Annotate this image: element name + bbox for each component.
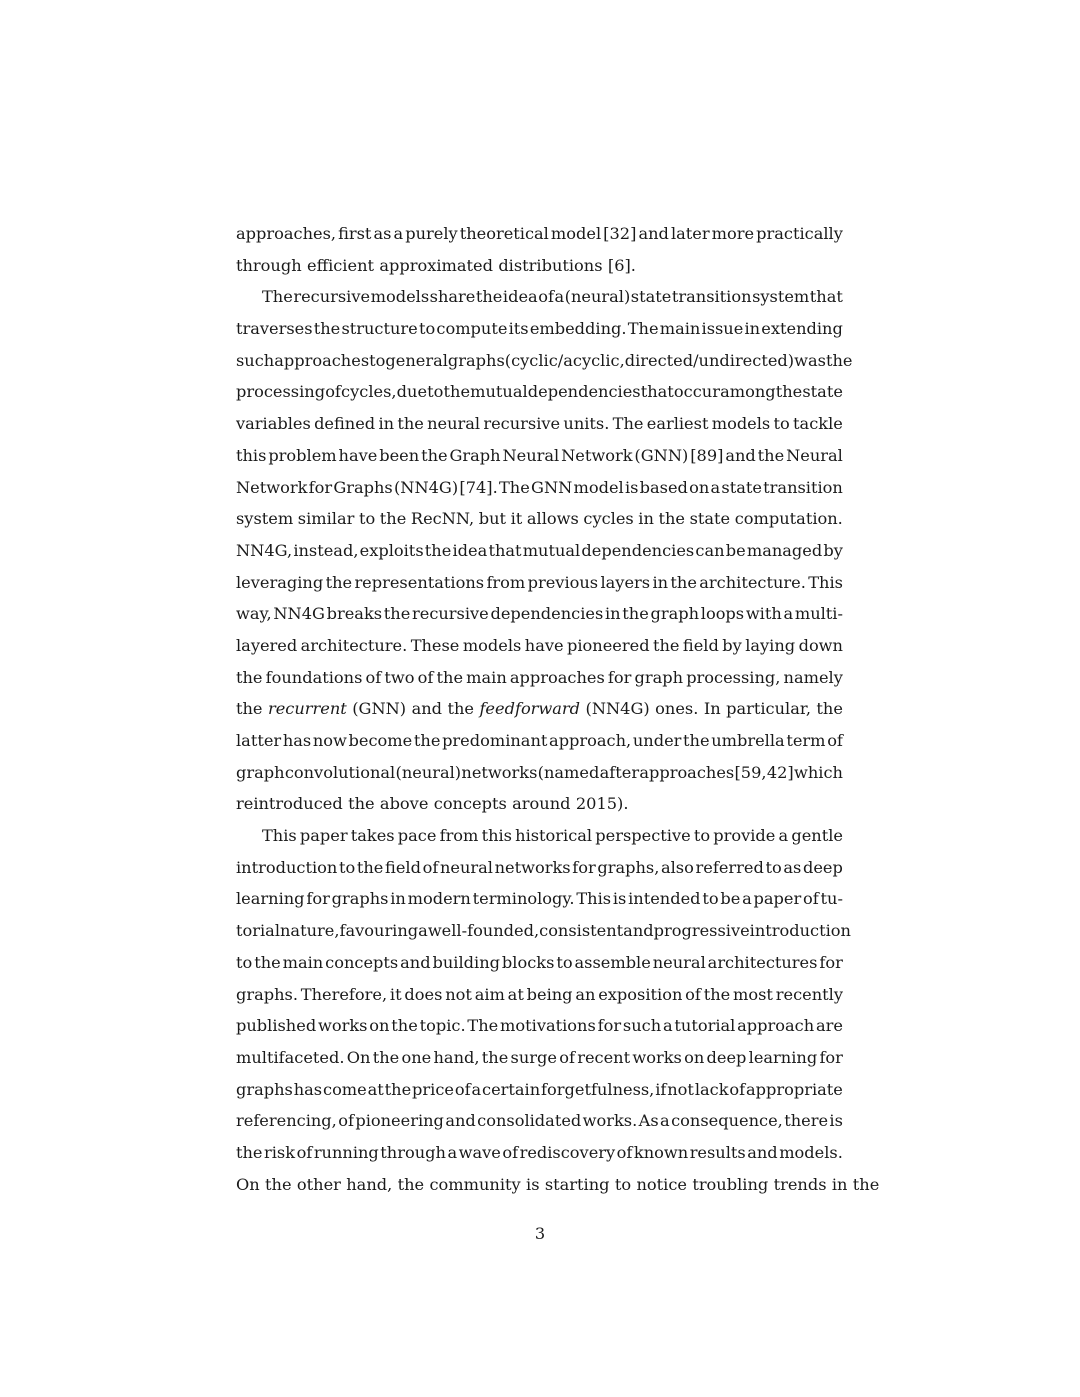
paragraph-recursive-models-line: layered architecture. These models have pioneered the field by laying down: [236, 635, 843, 655]
paragraph-recursive-models-line: reintroduced the above concepts around 2015).: [236, 794, 629, 814]
paragraph-recursive-models-line: graph convolutional (neural) networks (named after approaches [59, 42] which: [236, 762, 843, 782]
paragraph-paper-scope-line: published works on the topic. The motivations for such a tutorial approach are: [236, 1016, 843, 1036]
paragraph-recursive-models-line: this problem have been the Graph Neural Network (GNN) [89] and the Neural: [236, 445, 843, 465]
paragraph-recursive-models-line: traverses the structure to compute its embedding. The main issue in extending: [236, 319, 843, 339]
paragraph-continuation-line: through efficient approximated distributions [6].: [236, 255, 636, 275]
paragraph-recursive-models-line: way, NN4G breaks the recursive dependencies in the graph loops with a multi-: [236, 604, 843, 624]
paragraph-paper-scope-line: the risk of running through a wave of rediscovery of known results and models.: [236, 1142, 843, 1162]
paragraph-recursive-models-line: The recursive models share the idea of a (neural) state transition system that: [262, 287, 843, 307]
paragraph-continuation-line: approaches, first as a purely theoretical model [32] and later more practically: [236, 224, 843, 243]
paragraph-paper-scope-line: On the other hand, the community is starting to notice troubling trends in the: [236, 1174, 880, 1194]
paragraph-paper-scope-line: graphs. Therefore, it does not aim at being an exposition of the most recently: [236, 984, 843, 1004]
paragraph-recursive-models-line: the foundations of two of the main approaches for graph processing, namely: [236, 667, 843, 687]
paragraph-paper-scope-line: This paper takes pace from this historical perspective to provide a gentle: [262, 826, 843, 846]
paragraph-recursive-models-line: variables defined in the neural recursive units. The earliest models to tackle: [236, 414, 843, 434]
paragraph-recursive-models-line: NN4G, instead, exploits the idea that mutual dependencies can be managed by: [236, 540, 843, 560]
paragraph-recursive-models-line: latter has now become the predominant approach, under the umbrella term of: [236, 731, 843, 750]
paragraph-paper-scope-line: multifaceted. On the one hand, the surge of recent works on deep learning for: [236, 1047, 843, 1067]
paragraph-recursive-models-line: such approaches to general graphs (cyclic/acyclic, directed/undirected) was the: [236, 350, 853, 370]
paragraph-recursive-models-line: processing of cycles, due to the mutual dependencies that occur among the state: [236, 382, 843, 402]
paragraph-paper-scope-line: learning for graphs in modern terminology. This is intended to be a paper of tu-: [236, 889, 843, 909]
paragraph-recursive-models-line: leveraging the representations from previous layers in the architecture. This: [236, 572, 843, 592]
paragraph-recursive-models-line: system similar to the RecNN, but it allows cycles in the state computation.: [236, 509, 843, 529]
paragraph-recursive-models-line: Network for Graphs (NN4G) [74]. The GNN model is based on a state transition: [236, 477, 843, 497]
paragraph-paper-scope-line: introduction to the field of neural networks for graphs, also referred to as deep: [236, 857, 843, 877]
paragraph-paper-scope-line: graphs has come at the price of a certain forgetfulness, if not lack of appropriate: [236, 1079, 843, 1099]
paragraph-paper-scope-line: referencing, of pioneering and consolidated works. As a consequence, there is: [236, 1111, 843, 1131]
paragraph-recursive-models-line: the recurrent (GNN) and the feedforward (NN4G) ones. In particular, the: [236, 699, 843, 719]
paragraph-paper-scope-line: torial nature, favouring a well-founded, consistent and progressive introduction: [236, 921, 851, 941]
page-number: 3: [534, 1224, 546, 1243]
paragraph-paper-scope-line: to the main concepts and building blocks to assemble neural architectures for: [236, 952, 843, 972]
body-text: [236, 218, 880, 1200]
